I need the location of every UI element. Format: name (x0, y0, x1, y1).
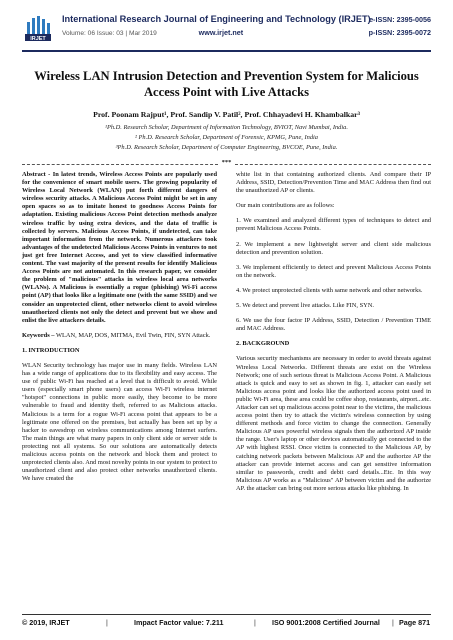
footer-bar: | (254, 618, 256, 627)
journal-volume: Volume: 06 Issue: 03 | Mar 2019 (62, 30, 157, 37)
p-issn: p-ISSN: 2395-0072 (368, 28, 431, 37)
affiliation-1: ¹Ph.D. Research Scholar, Department of Information Technology, BVIOT, Navi Mumbai, India. (105, 124, 348, 131)
paper-authors: Prof. Poonam Rajput¹, Prof. Sandip V. Patil², Prof. Chhayadevi H. Khambalkar³ (93, 110, 360, 119)
intro-paragraph: WLAN Security technology has major use in many fields. Wireless LAN has a wide range of applications due to its flexibility and easy access. The use of public Wi-Fi has reached at a level that is difficult to avoid. While users (especially smart phone users) can access Wi-Fi wireless internet "hotspot" connections in public more easily, they become to be more vulnerable to fraud and identity theft, referred to as Malicious attacks. Malicious is a term for a rogue Wi-Fi access point that appears to be a legitimate one offered on the premises, but actually has been set up by a hacker to eavesdrop on wireless communications among Internet surfers. The main things are what many papers in only client side or server side is protecting not all systems. So our solutions are automatically detects malicious access points on the network and block them and protect to unprotected clients also. And most novelty points in our system to protect to unauthorized client and also protect other networks unauthorized clients. We have created the (22, 361, 217, 483)
footer-copyright: © 2019, IRJET (22, 618, 70, 627)
contribution-item: 3. We implement efficiently to detect and prevent Malicious Access Points on the network. (236, 263, 431, 279)
paper-title-line-1: Wireless LAN Intrusion Detection and Prevention System for Malicious (34, 69, 419, 83)
journal-title: International Research Journal of Engineering and Technology (IRJET) (62, 14, 371, 24)
e-issn: e-ISSN: 2395-0056 (369, 15, 431, 24)
contribution-item: 2. We implement a new lightweight server and client side malicious detection and prevention solution. (236, 240, 431, 256)
abstract-text: In latest trends, Wireless Access Points are popularly used for the convenience of smart mobile users. The growing popularity of Wireless Local Network (WLAN) put forth different dangers of wireless security attacks. A Malicious Access Point might be set in any open spaces so as to imitate honest to goodness Access Points for adaptation. Existing malicious Access Point detection methods analyze wireless traffic by using extra devices, and the data of traffic is collected by servers. Malicious Access Points, if undetected, can take important information from the network. Numerous attackers took advantages of the undetected Malicious Access Points in ventures to not just get free Internet Access, and yet to view classified informative content. The vast majority of the present results for identify Malicious Access Points are not automated. In this research paper, we consider the problem of "malicious" attacks in wireless local area networks (WLANs). A Malicious is essentially a rogue (phishing) Wi-Fi access point (AP) that looks like a legitimate one (with the same SSID) and we consider an unprotected client, other networks client to avoid wireless unauthorized clients not only the detect and prevent but we show and enlist the live attackers details. (22, 171, 217, 324)
footer-iso: ISO 9001:2008 Certified Journal (272, 618, 380, 627)
footer-bar: | (392, 618, 394, 627)
background-paragraph: Various security mechanisms are necessary in order to avoid threats against Wireless Local Networks. Different threats are exist on the Wireless Network; one of such serious threat is Malicious Access Point. A Malicious attack is quick and easy to set as shown in fig. 1, attacker can easily set Malicious access point and looks like the authorized access point used in public Wi-Fi area, these area could be coffee shop, restaurants, airport...etc. Attacker can set up malicious access point near to the victims, the malicious access point then try to attack the victim's wireless connection by using different methods and force victim to change the connection. Generally Malicious AP uses powerful wireless signals then the authorized AP inside the range. User's laptop or other devices automatically get connected to the AP with highest RSSI. Once victim is connected to the Malicious AP, by catching network packets between Malicious AP and the authorize AP the attacker can provide internet access and can get sensitive information similar to passwords, credit and debit card details...Etc. In this way Malicious AP works as a "Malicious" AP between victim and the authorize AP. the attacker can bring out more serious attacks like phishing. In (236, 355, 431, 492)
separator-stars: *** (221, 159, 232, 166)
page-footer (22, 618, 431, 630)
contribution-item: 4. We protect unprotected clients with same network and other networks. (236, 286, 423, 294)
abstract-label: Abstract - (22, 171, 51, 178)
journal-meta (62, 28, 243, 37)
left-column (22, 171, 217, 490)
header-rule (22, 50, 431, 52)
footer-bar: | (106, 618, 108, 627)
journal-logo-icon (22, 14, 54, 46)
logo-text: IRJET (30, 36, 46, 42)
contribution-item: 5. We detect and prevent live attacks. Like FIN, SYN. (236, 302, 374, 310)
journal-url[interactable]: www.irjet.net (198, 28, 244, 37)
journal-header (22, 12, 431, 46)
paper-title-line-2: Access Point with Live Attacks (143, 85, 310, 99)
right-column (236, 171, 431, 500)
paper-title (30, 68, 423, 100)
section-separator (22, 160, 431, 168)
intro-heading: 1. INTRODUCTION (22, 346, 80, 354)
contribution-item: 6. We use the four factor IP Address, SSID, Detection / Prevention TIME and MAC Address. (236, 317, 431, 333)
affiliation-2: ² Ph.D. Research Scholar, Department of Forensic, KPMG, Pune, India (134, 134, 318, 141)
contributions-intro: Our main contributions are as follows: (236, 202, 335, 210)
contribution-item: 1. We examined and analyzed different types of techniques to detect and prevent Malicious Access Points. (236, 217, 431, 233)
footer-impact: Impact Factor value: 7.211 (134, 618, 224, 627)
keywords (22, 332, 217, 340)
affiliation-3: ³Ph.D. Research Scholar, Department of Computer Engineering, BVCOE, Pune, India. (115, 144, 338, 151)
keywords-label: Keywords – (22, 331, 55, 339)
footer-rule (22, 614, 431, 615)
abstract (22, 171, 217, 325)
background-heading: 2. BACKGROUND (236, 340, 290, 348)
footer-page: Page 871 (399, 618, 431, 627)
intro-continued: white list in that containing authorized clients. And compare their IP Address, SSID, Detection/Prevention Time and MAC Address then find out the unauthorized AP or clients. (236, 171, 431, 195)
keywords-text: WLAN, MAP, DOS, MITMA, Evil Twin, FIN, SYN Attack. (54, 331, 211, 339)
